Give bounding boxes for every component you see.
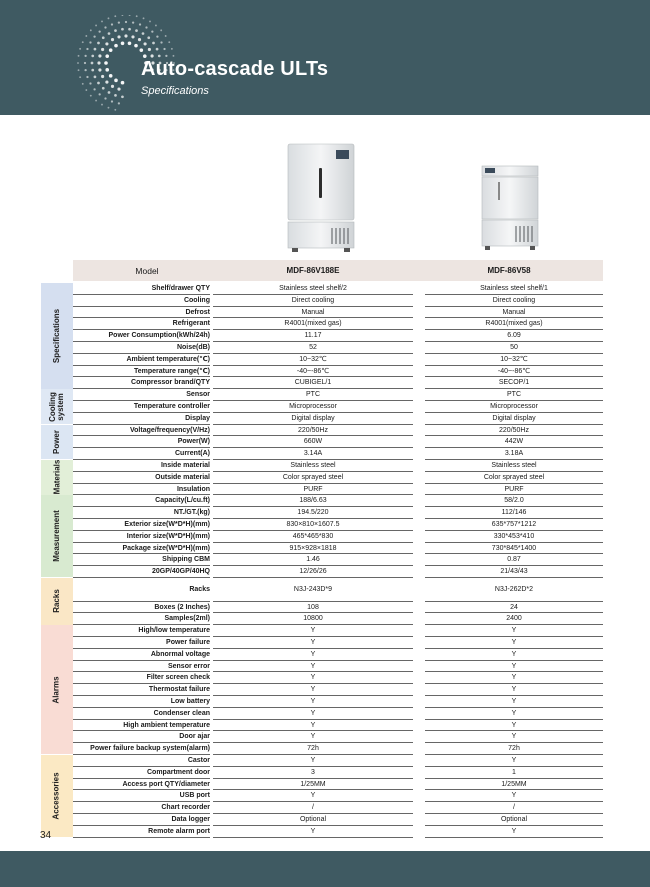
spec-value: Y <box>425 826 603 838</box>
table-row <box>73 354 603 366</box>
spec-value: Y <box>425 731 603 743</box>
spec-value: Microprocessor <box>425 401 603 413</box>
spec-value: Y <box>213 649 413 661</box>
spec-value: Stainless steel <box>213 460 413 472</box>
spec-label: Defrost <box>73 307 210 319</box>
spec-value: Stainless steel <box>425 460 603 472</box>
spec-value: Color sprayed steel <box>425 472 603 484</box>
spec-value: 188/6.63 <box>213 495 413 507</box>
table-row <box>73 495 603 507</box>
spec-label: High ambient temperature <box>73 720 210 732</box>
category-label <box>41 495 73 577</box>
spec-value: 220/50Hz <box>213 425 413 437</box>
page-footer <box>0 851 650 887</box>
page-header <box>0 0 650 115</box>
table-row <box>73 743 603 755</box>
model-name: MDF-86V58 <box>487 266 531 275</box>
table-row <box>73 708 603 720</box>
table-row <box>73 484 603 496</box>
spec-value: 11.17 <box>213 330 413 342</box>
table-row <box>73 389 603 401</box>
spec-value: / <box>425 802 603 814</box>
table-row <box>73 826 603 838</box>
table-row <box>73 696 603 708</box>
spec-label: High/low temperature <box>73 625 210 637</box>
spec-label: Sensor error <box>73 661 210 673</box>
spec-value: R4001(mixed gas) <box>213 318 413 330</box>
spec-label: Castor <box>73 755 210 767</box>
table-row <box>73 342 603 354</box>
spec-label: Chart recorder <box>73 802 210 814</box>
spec-value: Optional <box>425 814 603 826</box>
spec-label: Ambient temperature(℃) <box>73 354 210 366</box>
table-row <box>73 507 603 519</box>
table-row <box>73 543 603 555</box>
spec-value: Y <box>213 755 413 767</box>
spec-label: Voltage/frequency(V/Hz) <box>73 425 210 437</box>
category-label-text: Measurement <box>52 510 62 563</box>
table-row <box>73 330 603 342</box>
spec-label: USB port <box>73 790 210 802</box>
table-row <box>73 401 603 413</box>
table-row <box>73 531 603 543</box>
spec-label: Shelf/drawer QTY <box>73 283 210 295</box>
category-label-text: Materials <box>52 460 61 495</box>
spec-value: 0.87 <box>425 554 603 566</box>
compact-freezer-image <box>480 164 540 252</box>
spec-value: 21/43/43 <box>425 566 603 578</box>
spec-value: 52 <box>213 342 413 354</box>
spec-label: 20GP/40GP/40HQ <box>73 566 210 578</box>
spec-value: 1.46 <box>213 554 413 566</box>
category-label <box>41 755 73 837</box>
spec-value: Y <box>213 684 413 696</box>
spec-label: Data logger <box>73 814 210 826</box>
table-row <box>73 436 603 448</box>
spec-value: 12/26/26 <box>213 566 413 578</box>
product-images <box>0 138 650 258</box>
spec-label: Abnormal voltage <box>73 649 210 661</box>
spec-label: Display <box>73 413 210 425</box>
spec-value: Y <box>213 720 413 732</box>
table-row <box>73 755 603 767</box>
table-row <box>73 672 603 684</box>
spec-value: Digital display <box>213 413 413 425</box>
table-row <box>73 283 603 295</box>
spec-label: Power failure <box>73 637 210 649</box>
category-label-text: Racks <box>51 589 61 614</box>
spec-value: 10~32℃ <box>213 354 413 366</box>
table-row <box>73 661 603 673</box>
spec-value: 24 <box>425 602 603 614</box>
spec-value: Stainless steel shelf/1 <box>425 283 603 295</box>
spec-label: Samples(2ml) <box>73 613 210 625</box>
spec-value: N3J-262D*2 <box>425 578 603 602</box>
category-label <box>41 389 73 424</box>
spec-value: 10~32℃ <box>425 354 603 366</box>
spec-value: 1/25MM <box>425 779 603 791</box>
table-row <box>73 425 603 437</box>
table-row <box>73 720 603 732</box>
spec-value: Y <box>213 696 413 708</box>
spec-value: 330*453*410 <box>425 531 603 543</box>
category-label-text: Alarms <box>52 676 61 704</box>
spec-value: N3J-243D*9 <box>213 578 413 602</box>
table-row <box>73 566 603 578</box>
spec-value: PTC <box>213 389 413 401</box>
spec-value: Direct cooling <box>425 295 603 307</box>
spec-label: Power(W) <box>73 436 210 448</box>
spec-value: 194.5/220 <box>213 507 413 519</box>
spec-value: Stainless steel shelf/2 <box>213 283 413 295</box>
spec-label: Racks <box>73 578 210 602</box>
spec-value: PTC <box>425 389 603 401</box>
spec-value: -40~-86℃ <box>425 366 603 378</box>
spec-value: / <box>213 802 413 814</box>
spec-value: 72h <box>213 743 413 755</box>
spec-value: 915×928×1818 <box>213 543 413 555</box>
spec-label: Low battery <box>73 696 210 708</box>
spec-label: Filter screen check <box>73 672 210 684</box>
spec-value: 10800 <box>213 613 413 625</box>
spec-value: SECOP/1 <box>425 377 603 389</box>
spec-value: Y <box>425 684 603 696</box>
table-row <box>73 460 603 472</box>
spec-value: Y <box>213 731 413 743</box>
spec-label: Power failure backup system(alarm) <box>73 743 210 755</box>
table-row <box>73 637 603 649</box>
page-title: Auto-cascade ULTs <box>141 58 329 80</box>
table-row <box>73 802 603 814</box>
table-row <box>73 554 603 566</box>
table-row <box>73 814 603 826</box>
spec-value: PURF <box>425 484 603 496</box>
table-row <box>73 472 603 484</box>
spec-label: NT./GT.(kg) <box>73 507 210 519</box>
model-label: Model <box>135 265 159 276</box>
spec-value: 3.14A <box>213 448 413 460</box>
spec-value: CUBIGEL/1 <box>213 377 413 389</box>
table-row <box>73 578 603 602</box>
spec-value: 50 <box>425 342 603 354</box>
table-row <box>73 731 603 743</box>
spec-value: Y <box>425 661 603 673</box>
spec-value: 112/146 <box>425 507 603 519</box>
spec-value: PURF <box>213 484 413 496</box>
category-label-text: Power <box>51 430 61 455</box>
spec-value: 1/25MM <box>213 779 413 791</box>
spec-label: Power Consumption(kWh/24h) <box>73 330 210 342</box>
table-row <box>73 790 603 802</box>
spec-value: Optional <box>213 814 413 826</box>
spec-value: R4001(mixed gas) <box>425 318 603 330</box>
spec-label: Shipping CBM <box>73 554 210 566</box>
category-label <box>41 460 73 495</box>
spec-value: Digital display <box>425 413 603 425</box>
spec-label: Sensor <box>73 389 210 401</box>
spec-label: Condenser clean <box>73 708 210 720</box>
spec-value: Y <box>425 720 603 732</box>
table-row <box>73 448 603 460</box>
page-subtitle: Specifications <box>141 85 209 97</box>
spec-value: 730*845*1400 <box>425 543 603 555</box>
spec-value: Color sprayed steel <box>213 472 413 484</box>
spec-value: Y <box>425 708 603 720</box>
table-row <box>73 602 603 614</box>
table-row <box>73 318 603 330</box>
table-row <box>73 366 603 378</box>
table-row <box>73 779 603 791</box>
spec-value: Microprocessor <box>213 401 413 413</box>
spec-label: Access port QTY/diameter <box>73 779 210 791</box>
spec-label: Outside material <box>73 472 210 484</box>
spec-value: 442W <box>425 436 603 448</box>
category-label-text: Accessories <box>52 772 61 820</box>
spec-value: 1 <box>425 767 603 779</box>
spec-value: Y <box>425 696 603 708</box>
spec-label: Temperature controller <box>73 401 210 413</box>
spec-value: Y <box>213 637 413 649</box>
spec-value: Y <box>425 672 603 684</box>
category-label <box>41 578 73 625</box>
spec-value: 220/50Hz <box>425 425 603 437</box>
table-row <box>73 295 603 307</box>
spec-value: 635*757*1212 <box>425 519 603 531</box>
spec-value: 2400 <box>425 613 603 625</box>
spec-value: Y <box>213 708 413 720</box>
spec-value: Y <box>213 661 413 673</box>
spec-value: Y <box>213 672 413 684</box>
table-row <box>73 377 603 389</box>
category-label <box>41 283 73 389</box>
spec-label: Noise(dB) <box>73 342 210 354</box>
spec-value: Y <box>213 625 413 637</box>
spec-value: Y <box>425 649 603 661</box>
spec-label: Refrigerant <box>73 318 210 330</box>
model-name: MDF-86V188E <box>286 266 340 275</box>
spec-value: Manual <box>425 307 603 319</box>
spec-value: Y <box>213 826 413 838</box>
spec-label: Exterior size(W*D*H)(mm) <box>73 519 210 531</box>
table-row <box>73 767 603 779</box>
category-label-text: Cooling system <box>48 391 65 422</box>
table-row <box>73 649 603 661</box>
spec-label: Compartment door <box>73 767 210 779</box>
spec-value: Direct cooling <box>213 295 413 307</box>
spec-label: Cooling <box>73 295 210 307</box>
spec-label: Door ajar <box>73 731 210 743</box>
spec-value: Y <box>425 755 603 767</box>
spec-value: 3 <box>213 767 413 779</box>
table-row <box>73 625 603 637</box>
table-row <box>73 519 603 531</box>
spec-label: Current(A) <box>73 448 210 460</box>
spec-label: Insulation <box>73 484 210 496</box>
spec-value: -40~-86℃ <box>213 366 413 378</box>
spec-label: Temperature range(℃) <box>73 366 210 378</box>
category-label <box>41 425 73 460</box>
spec-value: Y <box>425 637 603 649</box>
spec-value: Y <box>425 790 603 802</box>
spec-value: 830×810×1607.5 <box>213 519 413 531</box>
spec-value: 72h <box>425 743 603 755</box>
spec-label: Boxes (2 Inches) <box>73 602 210 614</box>
spec-label: Capacity(L/cu.ft) <box>73 495 210 507</box>
table-row <box>73 613 603 625</box>
spec-label: Remote alarm port <box>73 826 210 838</box>
spec-value: 108 <box>213 602 413 614</box>
category-label-text: Specifications <box>52 308 61 363</box>
page-number: 34 <box>40 830 52 841</box>
upright-freezer-image <box>286 142 356 254</box>
spec-label: Package size(W*D*H)(mm) <box>73 543 210 555</box>
spec-value: Manual <box>213 307 413 319</box>
spec-label: Compressor brand/QTY <box>73 377 210 389</box>
spec-value: 3.18A <box>425 448 603 460</box>
spec-value: 58/2.0 <box>425 495 603 507</box>
spec-value: 660W <box>213 436 413 448</box>
spec-label: Thermostat failure <box>73 684 210 696</box>
table-row <box>73 684 603 696</box>
table-row <box>73 307 603 319</box>
spec-value: Y <box>213 790 413 802</box>
model-header-row <box>73 260 603 281</box>
spec-value: 465*465*830 <box>213 531 413 543</box>
spec-value: 6.09 <box>425 330 603 342</box>
spec-label: Interior size(W*D*H)(mm) <box>73 531 210 543</box>
spec-value: Y <box>425 625 603 637</box>
category-label <box>41 625 73 754</box>
spec-label: Inside material <box>73 460 210 472</box>
table-row <box>73 413 603 425</box>
